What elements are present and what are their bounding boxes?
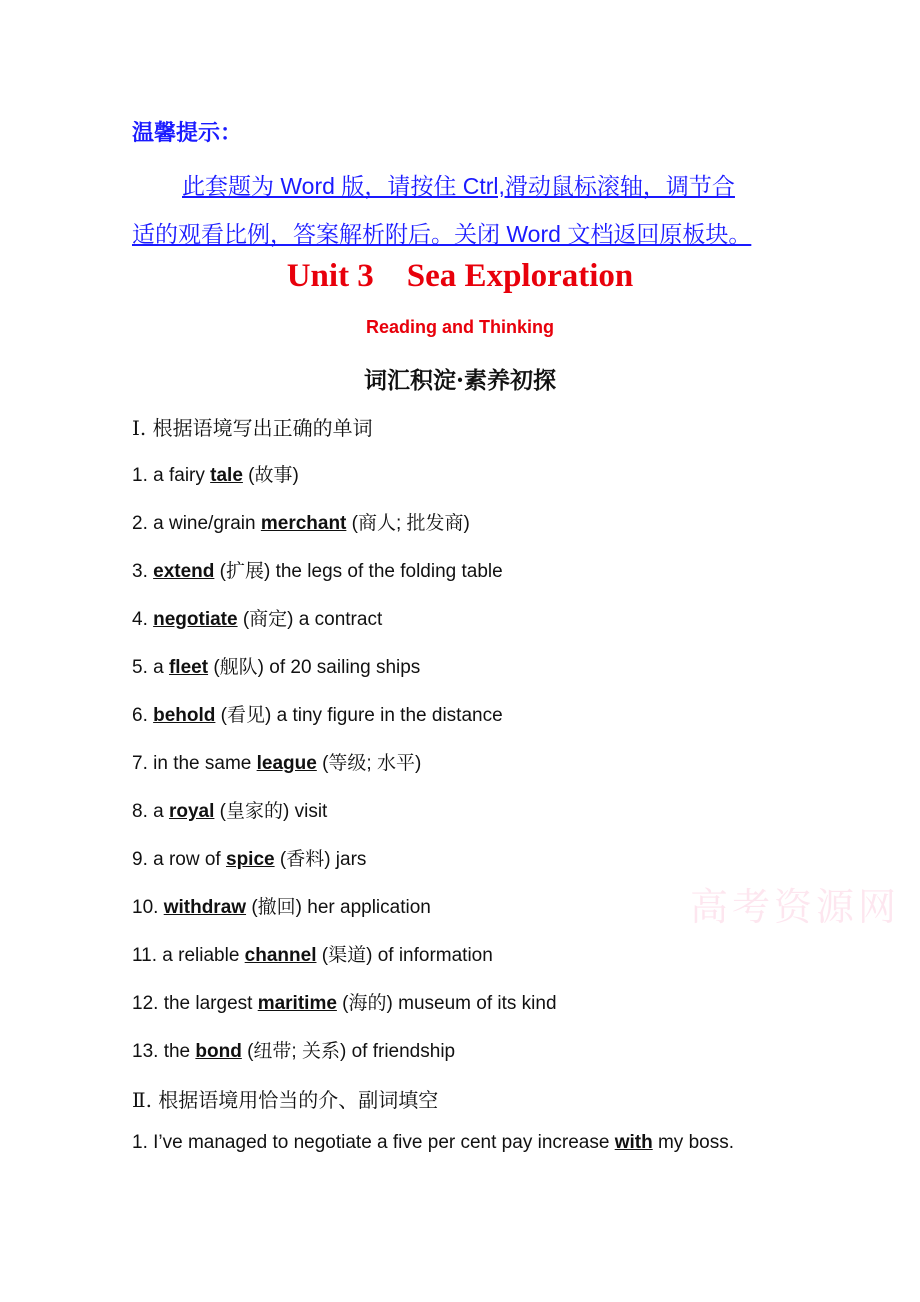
- item-text: 11. a reliable: [132, 945, 245, 966]
- item-text: 12. the largest: [132, 993, 258, 1014]
- answer-word: with: [614, 1132, 653, 1153]
- item-text: (海的) museum of its kind: [336, 993, 557, 1014]
- exercise-item: [132, 1132, 734, 1154]
- exercise-item: [132, 844, 366, 871]
- item-text: 7. in the same: [132, 753, 257, 774]
- exercise-item: [132, 460, 299, 487]
- item-text: (撤回) her application: [246, 897, 431, 918]
- exercise-item: [132, 508, 470, 535]
- exercise-item: [132, 796, 327, 823]
- item-text: 1. a fairy: [132, 465, 211, 486]
- exercise-item: [132, 892, 431, 919]
- exercise-item: [132, 940, 493, 967]
- item-text: (商人; 批发商): [346, 513, 470, 534]
- item-text: 8. a: [132, 801, 169, 822]
- notice-title: 温馨提示：: [132, 120, 243, 145]
- exercise-item: [132, 604, 382, 631]
- answer-word: extend: [153, 561, 215, 582]
- item-text: 2. a wine/grain: [132, 513, 261, 534]
- answer-word: withdraw: [163, 897, 247, 918]
- notice-line-2: 适的观看比例，答案解析附后。关闭 Word 文档返回原板块。: [132, 221, 752, 247]
- item-text: (商定) a contract: [237, 609, 383, 630]
- subtitle: Reading and Thinking: [366, 317, 554, 337]
- exercise-item: [132, 748, 421, 775]
- notice-line-1: 此套题为 Word 版，请按住 Ctrl,滑动鼠标滚轴，调节合: [182, 173, 735, 199]
- item-text: (渠道) of information: [316, 945, 493, 966]
- item-text: (皇家的) visit: [214, 801, 328, 822]
- answer-word: merchant: [260, 513, 347, 534]
- watermark: 高考资源网: [690, 887, 901, 929]
- item-text: 3.: [132, 561, 154, 582]
- answer-word: negotiate: [153, 609, 238, 630]
- item-text: (扩展) the legs of the folding table: [214, 561, 503, 582]
- item-text: 6.: [132, 705, 154, 726]
- exercise-item: [132, 700, 503, 727]
- item-text: 10.: [132, 897, 164, 918]
- item-text: 5. a: [132, 657, 169, 678]
- answer-word: fleet: [168, 657, 209, 678]
- section-title: 词汇积淀·素养初探: [363, 367, 556, 394]
- unit-title: Unit 3 Sea Exploration: [286, 258, 634, 294]
- answer-word: spice: [226, 849, 275, 870]
- item-text: (纽带; 关系) of friendship: [241, 1041, 456, 1062]
- answer-word: royal: [168, 801, 215, 822]
- answer-word: channel: [244, 945, 317, 966]
- part-heading: Ⅰ. 根据语境写出正确的单词: [132, 416, 373, 440]
- exercise-item: [132, 556, 503, 583]
- item-text: 13. the: [132, 1041, 196, 1062]
- item-text: 4.: [132, 609, 154, 630]
- exercise-item: [132, 988, 557, 1015]
- exercise-item: [132, 652, 420, 679]
- item-text: (舰队) of 20 sailing ships: [208, 657, 421, 678]
- item-text: (香料) jars: [274, 849, 367, 870]
- item-text: (故事): [242, 465, 299, 486]
- item-text: (等级; 水平): [316, 753, 422, 774]
- answer-word: bond: [195, 1041, 242, 1062]
- answer-word: behold: [153, 705, 216, 726]
- item-text: (看见) a tiny figure in the distance: [215, 705, 503, 726]
- notice-text: [132, 162, 802, 258]
- item-text: my boss.: [652, 1132, 735, 1153]
- exercise-item: [132, 1036, 455, 1063]
- item-text: 1. I’ve managed to negotiate a five per cent pay increase: [132, 1132, 615, 1153]
- answer-word: maritime: [257, 993, 337, 1014]
- answer-word: tale: [210, 465, 243, 486]
- part-heading: Ⅱ. 根据语境用恰当的介、副词填空: [132, 1088, 439, 1112]
- answer-word: league: [256, 753, 317, 774]
- item-text: 9. a row of: [132, 849, 226, 870]
